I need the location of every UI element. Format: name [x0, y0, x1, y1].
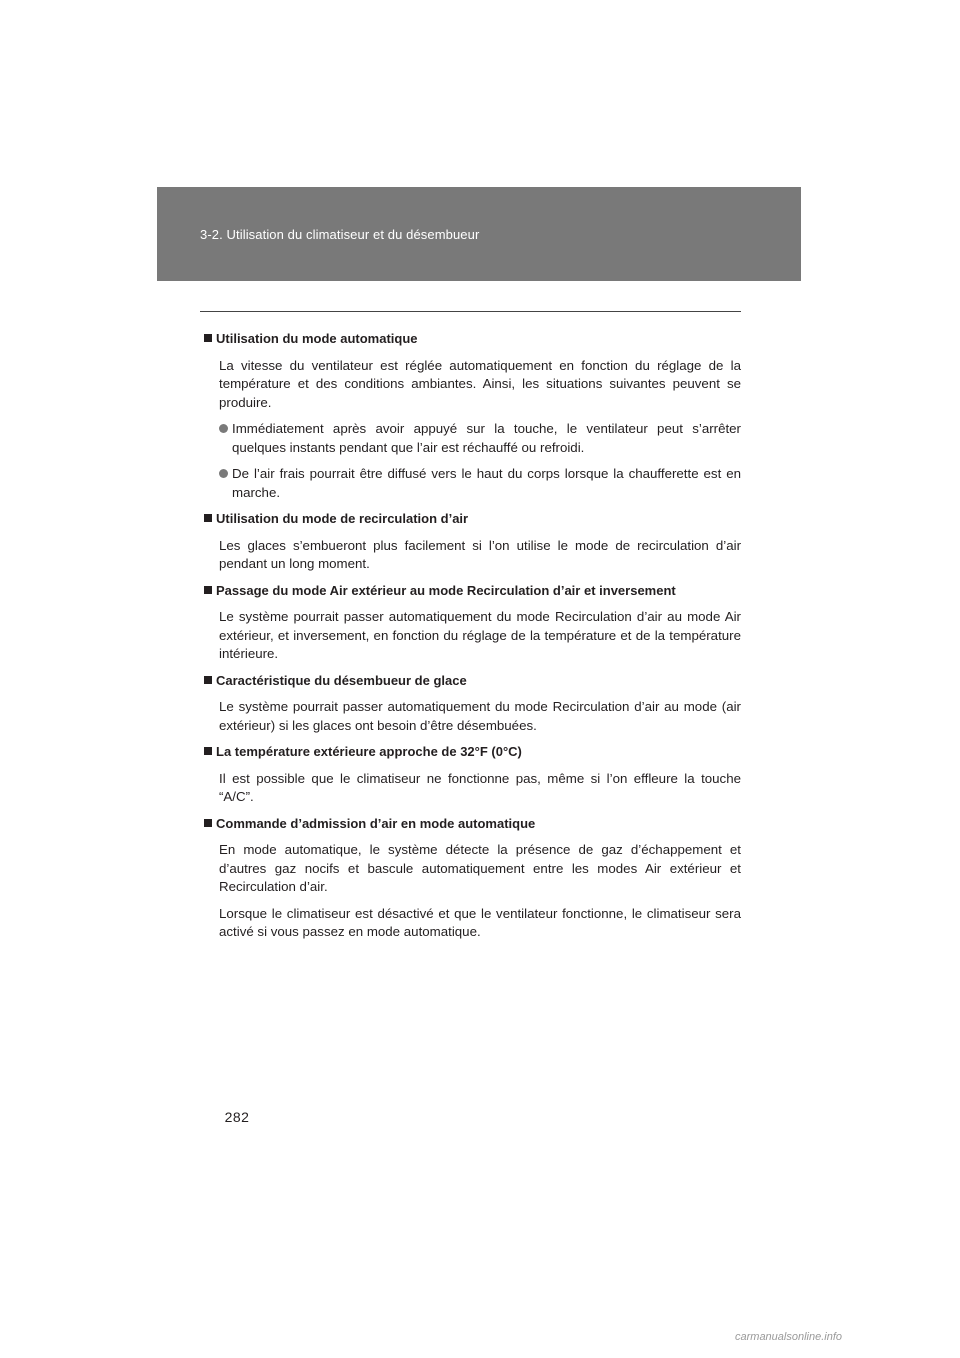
list-item: De l’air frais pourrait être diffusé vers le haut du corps lorsque la chaufferette est en marche. — [219, 465, 741, 502]
section-header-band — [157, 187, 801, 281]
page-number: 282 — [224, 1109, 250, 1125]
square-bullet-icon — [204, 747, 212, 755]
page-content — [204, 330, 741, 950]
section-heading: Utilisation du mode de recirculation d’air — [204, 510, 741, 529]
section-paragraph: Le système pourrait passer automatiquement du mode Recirculation d’air au mode Air extérieur, et inversement, en fonction du réglage de la température et de la température intérieure. — [219, 609, 741, 661]
section-paragraph: En mode automatique, le système détecte la présence de gaz d’échappement et d’autres gaz nocifs et bascule automatiquement entre les modes Air extérieur et Recirculation d’air. — [219, 842, 741, 894]
section-heading: La température extérieure approche de 32°F (0°C) — [204, 743, 741, 762]
section-heading: Caractéristique du désembueur de glace — [204, 672, 741, 691]
section-paragraph: Il est possible que le climatiseur ne fonctionne pas, même si l’on effleure la touche “A/C”. — [219, 770, 741, 804]
section-paragraph: La vitesse du ventilateur est réglée automatiquement en fonction du réglage de la température et des conditions ambiantes. Ainsi, les situations suivantes peuvent se produire. — [219, 357, 741, 410]
section-paragraph: Les glaces s’embueront plus facilement si l’on utilise le mode de recirculation d’air pendant un long moment. — [219, 537, 741, 571]
section-heading: Commande d’admission d’air en mode automatique — [204, 815, 741, 834]
square-bullet-icon — [204, 586, 212, 594]
square-bullet-icon — [204, 334, 212, 342]
section-paragraph: Le système pourrait passer automatiquement du mode Recirculation d’air au mode (air extérieur) si les glaces ont besoin d’être désembuées. — [219, 699, 741, 733]
circle-bullet-icon — [219, 424, 228, 433]
list-item: Immédiatement après avoir appuyé sur la touche, le ventilateur peut s’arrêter quelques instants pendant que l’air est réchauffé ou refroidi. — [219, 420, 741, 457]
section-paragraph: Lorsque le climatiseur est désactivé et que le ventilateur fonctionne, le climatiseur sera activé si vous passez en mode automatique. — [219, 905, 741, 939]
section-heading: Utilisation du mode automatique — [204, 330, 741, 349]
watermark-logo: carmanualsonline.info — [735, 1331, 843, 1343]
header-rule — [200, 311, 741, 312]
section-title: 3-2. Utilisation du climatiseur et du désembueur — [200, 227, 480, 242]
square-bullet-icon — [204, 514, 212, 522]
circle-bullet-icon — [219, 469, 228, 478]
square-bullet-icon — [204, 676, 212, 684]
square-bullet-icon — [204, 819, 212, 827]
section-heading: Passage du mode Air extérieur au mode Recirculation d’air et inversement — [204, 582, 741, 601]
